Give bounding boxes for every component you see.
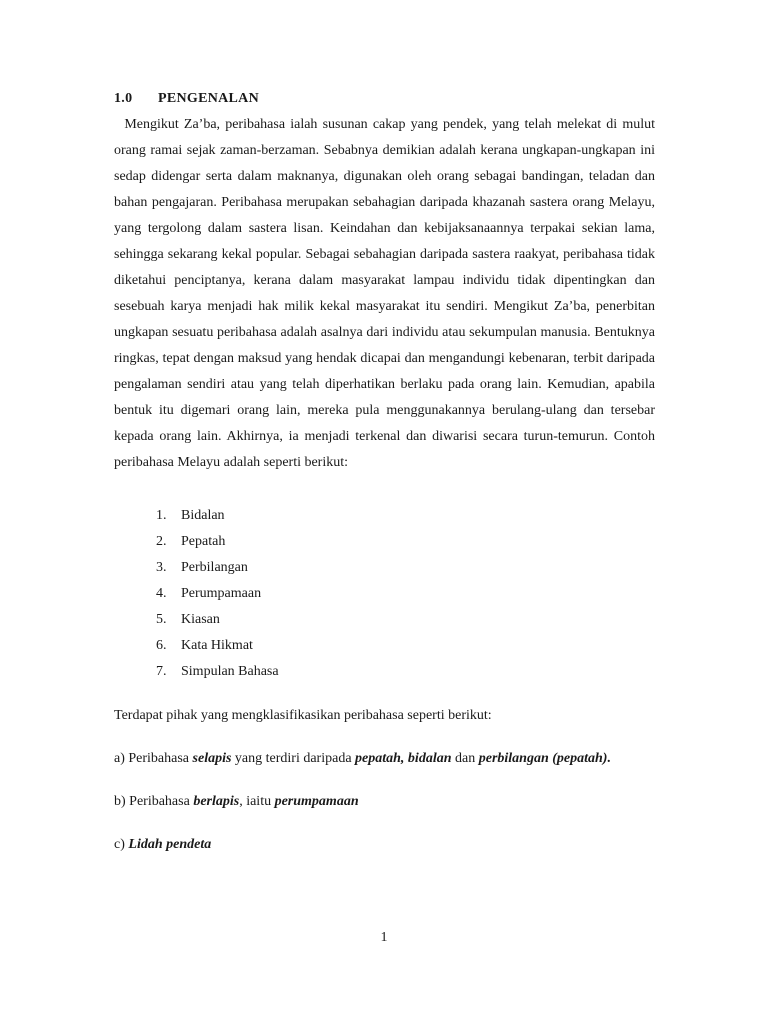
list-item-label: Perumpamaan — [181, 586, 262, 601]
list-item-label: Pepatah — [181, 534, 226, 549]
class-c-prefix: c) — [114, 837, 129, 852]
list-item-label: Perbilangan — [181, 560, 248, 575]
section-heading — [114, 91, 259, 107]
list-item — [156, 529, 279, 555]
classification-intro: Terdapat pihak yang mengklasifikasikan peribahasa seperti berikut: — [114, 708, 492, 723]
section-number: 1.0 — [114, 91, 133, 106]
list-item-number: 7. — [156, 664, 167, 679]
list-item — [156, 659, 279, 685]
class-b-mid: , iaitu — [239, 794, 275, 809]
class-b-prefix: b) Peribahasa — [114, 794, 194, 809]
list-item-number: 6. — [156, 638, 167, 653]
list-item-number: 2. — [156, 534, 167, 549]
list-item-number: 5. — [156, 612, 167, 627]
example-list — [156, 503, 279, 685]
page-number: 1 — [380, 930, 388, 945]
class-a-term2: pepatah, bidalan — [355, 751, 452, 766]
list-item-number: 3. — [156, 560, 167, 575]
list-item-label: Kiasan — [181, 612, 220, 627]
list-item — [156, 581, 279, 607]
list-item-number: 1. — [156, 508, 167, 523]
list-item-label: Bidalan — [181, 508, 225, 523]
class-a-mid: yang terdiri daripada — [231, 751, 356, 766]
class-a-term3: perbilangan (pepatah). — [478, 751, 611, 766]
list-item-label: Simpulan Bahasa — [181, 664, 279, 679]
class-b-term2: perumpamaan — [274, 794, 359, 809]
list-item — [156, 607, 279, 633]
class-a-mid2: dan — [451, 751, 479, 766]
list-item-number: 4. — [156, 586, 167, 601]
class-b-term: berlapis — [193, 794, 240, 809]
class-a — [114, 749, 611, 769]
intro-paragraph — [114, 112, 655, 476]
intro-paragraph-text: Mengikut Za’ba, peribahasa ialah susunan cakap yang pendek, yang telah melekat di mulut orang ramai sejak zaman-berzaman. Sebabnya demikian adalah kerana ungkapan-ungkapan ini sedap didengar serta dalam maknanya, digunakan oleh orang sebagai bandingan, teladan dan bahan pengajaran. Peribahasa merupakan sebahagian daripada khazanah sastera orang Melayu, yang tergolong dalam sastera lisan. Keindahan dan kebijaksanaannya terpakai sekian lama, sehingga sekarang kekal popular. Sebagai sebahagian daripada sastera raakyat, peribahasa tidak diketahui penciptanya, kerana dalam masyarakat lampau individu tidak dipentingkan dan sesebuah karya menjadi hak milik kekal masyarakat itu sendiri. Mengikut Za’ba, penerbitan ungkapan sesuatu peribahasa adalah asalnya dari individu atau sekumpulan manusia. Bentuknya ringkas, tepat dengan maksud yang hendak dicapai dan mengandungi kebenaran, terbit daripada pengalaman sendiri atau yang telah diperhatikan berlaku pada orang lain. Kemudian, apabila bentuk itu digemari orang lain, mereka pula menggunakannya berulang-ulang dan tersebar kepada orang lain. Akhirnya, ia menjadi terkenal dan diwarisi secara turun-temurun. Contoh peribahasa Melayu adalah seperti berikut: — [114, 117, 655, 470]
list-item — [156, 633, 279, 659]
section-title: PENGENALAN — [158, 91, 260, 106]
class-a-term: selapis — [192, 751, 232, 766]
list-item-label: Kata Hikmat — [181, 638, 253, 653]
class-b — [114, 792, 359, 812]
class-a-prefix: a) Peribahasa — [114, 751, 193, 766]
list-item — [156, 555, 279, 581]
class-c-term: Lidah pendeta — [128, 837, 212, 852]
class-c — [114, 835, 211, 855]
list-item — [156, 503, 279, 529]
